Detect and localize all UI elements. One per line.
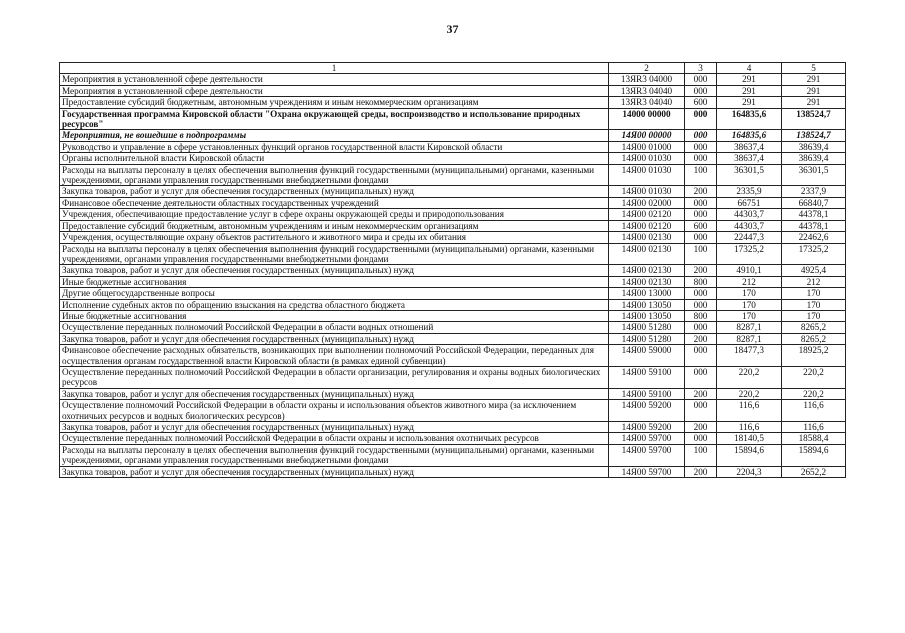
row-value-col4-cell: 38637,4 <box>717 141 782 152</box>
table-row <box>60 388 846 399</box>
row-type-cell: 800 <box>685 276 717 287</box>
table-row <box>60 74 846 85</box>
row-code-cell: 14Я00 59000 <box>609 345 685 367</box>
header-col-5: 5 <box>782 63 846 74</box>
row-code-cell: 14Я00 02130 <box>609 265 685 276</box>
row-name-cell: Осуществление переданных полномочий Российской Федерации в области организации, регулирования и охраны водных биологических ресурсов <box>60 366 609 388</box>
row-value-col5-cell: 170 <box>782 310 846 321</box>
row-name-cell: Другие общегосударственные вопросы <box>60 288 609 299</box>
row-type-cell: 000 <box>685 232 717 243</box>
table-row <box>60 288 846 299</box>
row-value-col5-cell: 38639,4 <box>782 153 846 164</box>
row-name-cell: Закупка товаров, работ и услуг для обеспечения государственных (муниципальных) нужд <box>60 265 609 276</box>
row-name-cell: Государственная программа Кировской области "Охрана окружающей среды, воспроизводство и использование природных ресурсов" <box>60 108 609 130</box>
row-code-cell: 14Я00 02130 <box>609 232 685 243</box>
row-value-col5-cell: 220,2 <box>782 388 846 399</box>
row-name-cell: Расходы на выплаты персоналу в целях обеспечения выполнения функций государственными (муниципальными) органами, казенными учреждениями, органами управления государственными внебюджетными фондами <box>60 243 609 265</box>
row-value-col4-cell: 164835,6 <box>717 108 782 130</box>
row-value-col5-cell: 220,2 <box>782 366 846 388</box>
table-row <box>60 310 846 321</box>
row-value-col4-cell: 170 <box>717 310 782 321</box>
row-value-col4-cell: 22447,3 <box>717 232 782 243</box>
table-row <box>60 186 846 197</box>
row-value-col5-cell: 116,6 <box>782 400 846 422</box>
row-code-cell: 14Я00 02000 <box>609 197 685 208</box>
row-value-col5-cell: 17325,2 <box>782 243 846 265</box>
row-value-col4-cell: 291 <box>717 85 782 96</box>
row-type-cell: 000 <box>685 433 717 444</box>
row-type-cell: 200 <box>685 186 717 197</box>
row-code-cell: 14Я00 01030 <box>609 164 685 186</box>
row-type-cell: 000 <box>685 345 717 367</box>
budget-table <box>59 62 846 478</box>
row-value-col5-cell: 170 <box>782 299 846 310</box>
row-value-col5-cell: 170 <box>782 288 846 299</box>
row-code-cell: 14Я00 59200 <box>609 422 685 433</box>
row-type-cell: 000 <box>685 130 717 141</box>
row-code-cell: 14Я00 59700 <box>609 433 685 444</box>
row-code-cell: 14Я00 02130 <box>609 276 685 287</box>
row-type-cell: 000 <box>685 108 717 130</box>
row-code-cell: 14Я00 02130 <box>609 243 685 265</box>
row-value-col5-cell: 2652,2 <box>782 466 846 477</box>
row-name-cell: Исполнение судебных актов по обращению взыскания на средства областного бюджета <box>60 299 609 310</box>
row-value-col5-cell: 138524,7 <box>782 130 846 141</box>
table-row <box>60 366 846 388</box>
row-type-cell: 000 <box>685 322 717 333</box>
row-value-col5-cell: 44378,1 <box>782 209 846 220</box>
row-value-col4-cell: 8287,1 <box>717 333 782 344</box>
table-row <box>60 164 846 186</box>
table-row <box>60 209 846 220</box>
table-body <box>60 74 846 478</box>
table-row <box>60 276 846 287</box>
row-value-col4-cell: 220,2 <box>717 366 782 388</box>
table-row <box>60 130 846 141</box>
row-value-col4-cell: 44303,7 <box>717 220 782 231</box>
row-name-cell: Предоставление субсидий бюджетным, автономным учреждениям и иным некоммерческим организациям <box>60 220 609 231</box>
row-name-cell: Расходы на выплаты персоналу в целях обеспечения выполнения функций государственными (муниципальными) органами, казенными учреждениями, органами управления государственными внебюджетными фондами <box>60 164 609 186</box>
table-row <box>60 322 846 333</box>
row-name-cell: Расходы на выплаты персоналу в целях обеспечения выполнения функций государственными (муниципальными) органами, казенными учреждениями, органами управления государственными внебюджетными фондами <box>60 444 609 466</box>
row-type-cell: 000 <box>685 400 717 422</box>
row-code-cell: 14Я00 51280 <box>609 333 685 344</box>
row-code-cell: 14Я00 51280 <box>609 322 685 333</box>
row-type-cell: 200 <box>685 466 717 477</box>
row-value-col4-cell: 17325,2 <box>717 243 782 265</box>
row-value-col5-cell: 8265,2 <box>782 322 846 333</box>
row-code-cell: 14Я00 02120 <box>609 209 685 220</box>
row-value-col5-cell: 212 <box>782 276 846 287</box>
row-value-col4-cell: 36301,5 <box>717 164 782 186</box>
row-value-col5-cell: 4925,4 <box>782 265 846 276</box>
row-code-cell: 14Я00 02120 <box>609 220 685 231</box>
row-code-cell: 14Я00 01030 <box>609 186 685 197</box>
table-row <box>60 345 846 367</box>
table-row <box>60 197 846 208</box>
row-value-col5-cell: 8265,2 <box>782 333 846 344</box>
table-row <box>60 108 846 130</box>
row-type-cell: 800 <box>685 310 717 321</box>
header-col-2: 2 <box>609 63 685 74</box>
row-type-cell: 600 <box>685 97 717 108</box>
table-row <box>60 299 846 310</box>
row-value-col4-cell: 170 <box>717 288 782 299</box>
table-row <box>60 265 846 276</box>
row-value-col4-cell: 44303,7 <box>717 209 782 220</box>
row-name-cell: Осуществление переданных полномочий Российской Федерации в области водных отношений <box>60 322 609 333</box>
row-value-col5-cell: 291 <box>782 85 846 96</box>
row-name-cell: Закупка товаров, работ и услуг для обеспечения государственных (муниципальных) нужд <box>60 186 609 197</box>
row-code-cell: 14Я00 59100 <box>609 388 685 399</box>
table-row <box>60 444 846 466</box>
row-value-col4-cell: 170 <box>717 299 782 310</box>
row-code-cell: 14Я00 13000 <box>609 288 685 299</box>
row-name-cell: Предоставление субсидий бюджетным, автономным учреждениям и иным некоммерческим организациям <box>60 97 609 108</box>
row-value-col5-cell: 36301,5 <box>782 164 846 186</box>
row-name-cell: Закупка товаров, работ и услуг для обеспечения государственных (муниципальных) нужд <box>60 422 609 433</box>
row-value-col5-cell: 2337,9 <box>782 186 846 197</box>
row-type-cell: 200 <box>685 333 717 344</box>
row-value-col4-cell: 116,6 <box>717 422 782 433</box>
row-type-cell: 000 <box>685 153 717 164</box>
row-value-col4-cell: 8287,1 <box>717 322 782 333</box>
row-name-cell: Мероприятия в установленной сфере деятельности <box>60 85 609 96</box>
row-type-cell: 000 <box>685 299 717 310</box>
table-row <box>60 422 846 433</box>
row-value-col5-cell: 116,6 <box>782 422 846 433</box>
row-code-cell: 13ЯR3 04000 <box>609 74 685 85</box>
table-row <box>60 466 846 477</box>
row-code-cell: 14Я00 59700 <box>609 466 685 477</box>
table-row <box>60 141 846 152</box>
row-value-col4-cell: 15894,6 <box>717 444 782 466</box>
row-name-cell: Осуществление полномочий Российской Федерации в области охраны и использования объектов животного мира (за исключением охотничьих ресурсов и водных биологических ресурсов) <box>60 400 609 422</box>
row-value-col4-cell: 164835,6 <box>717 130 782 141</box>
row-type-cell: 600 <box>685 220 717 231</box>
row-value-col5-cell: 291 <box>782 97 846 108</box>
row-name-cell: Закупка товаров, работ и услуг для обеспечения государственных (муниципальных) нужд <box>60 333 609 344</box>
row-value-col4-cell: 18140,5 <box>717 433 782 444</box>
table-row <box>60 400 846 422</box>
row-type-cell: 200 <box>685 422 717 433</box>
row-value-col4-cell: 220,2 <box>717 388 782 399</box>
row-type-cell: 100 <box>685 444 717 466</box>
row-name-cell: Органы исполнительной власти Кировской области <box>60 153 609 164</box>
row-type-cell: 100 <box>685 164 717 186</box>
row-value-col5-cell: 138524,7 <box>782 108 846 130</box>
row-value-col4-cell: 116,6 <box>717 400 782 422</box>
row-name-cell: Закупка товаров, работ и услуг для обеспечения государственных (муниципальных) нужд <box>60 466 609 477</box>
table-row <box>60 85 846 96</box>
row-value-col4-cell: 38637,4 <box>717 153 782 164</box>
row-name-cell: Мероприятия в установленной сфере деятельности <box>60 74 609 85</box>
row-type-cell: 000 <box>685 209 717 220</box>
table-row <box>60 232 846 243</box>
row-code-cell: 14Я00 01030 <box>609 153 685 164</box>
row-name-cell: Финансовое обеспечение расходных обязательств, возникающих при выполнении полномочий Российской Федерации, переданных для осуществления органам государственной власти Кировской области (в рамках единой субвенции) <box>60 345 609 367</box>
table-header <box>60 63 846 74</box>
table-row <box>60 153 846 164</box>
header-col-1: 1 <box>60 63 609 74</box>
row-type-cell: 200 <box>685 265 717 276</box>
row-code-cell: 13ЯR3 04040 <box>609 97 685 108</box>
table-row <box>60 220 846 231</box>
row-value-col5-cell: 18925,2 <box>782 345 846 367</box>
row-code-cell: 14Я00 13050 <box>609 310 685 321</box>
page-number: 37 <box>446 22 459 36</box>
row-type-cell: 000 <box>685 74 717 85</box>
row-name-cell: Учреждения, осуществляющие охрану объектов растительного и животного мира и среды их обитания <box>60 232 609 243</box>
row-value-col4-cell: 2335,9 <box>717 186 782 197</box>
row-name-cell: Учреждения, обеспечивающие предоставление услуг в сфере охраны окружающей среды и природопользования <box>60 209 609 220</box>
table-row <box>60 433 846 444</box>
table-row <box>60 333 846 344</box>
row-value-col5-cell: 38639,4 <box>782 141 846 152</box>
row-type-cell: 000 <box>685 366 717 388</box>
row-code-cell: 14Я00 00000 <box>609 130 685 141</box>
row-value-col4-cell: 2204,3 <box>717 466 782 477</box>
row-code-cell: 14Я00 01000 <box>609 141 685 152</box>
row-value-col4-cell: 291 <box>717 74 782 85</box>
row-value-col5-cell: 22462,6 <box>782 232 846 243</box>
header-row <box>60 63 846 74</box>
table-row <box>60 97 846 108</box>
row-value-col4-cell: 4910,1 <box>717 265 782 276</box>
row-name-cell: Руководство и управление в сфере установленных функций органов государственной власти Кировской области <box>60 141 609 152</box>
row-type-cell: 000 <box>685 85 717 96</box>
row-value-col4-cell: 291 <box>717 97 782 108</box>
row-value-col5-cell: 291 <box>782 74 846 85</box>
row-type-cell: 000 <box>685 197 717 208</box>
row-name-cell: Закупка товаров, работ и услуг для обеспечения государственных (муниципальных) нужд <box>60 388 609 399</box>
row-code-cell: 14Я00 59100 <box>609 366 685 388</box>
row-code-cell: 14Я00 59700 <box>609 444 685 466</box>
row-value-col4-cell: 212 <box>717 276 782 287</box>
row-type-cell: 100 <box>685 243 717 265</box>
row-name-cell: Мероприятия, не вошедшие в подпрограммы <box>60 130 609 141</box>
row-value-col5-cell: 44378,1 <box>782 220 846 231</box>
row-code-cell: 14Я00 59200 <box>609 400 685 422</box>
header-col-4: 4 <box>717 63 782 74</box>
row-type-cell: 200 <box>685 388 717 399</box>
row-type-cell: 000 <box>685 141 717 152</box>
table-row <box>60 243 846 265</box>
row-code-cell: 14000 00000 <box>609 108 685 130</box>
row-value-col4-cell: 66751 <box>717 197 782 208</box>
row-name-cell: Иные бюджетные ассигнования <box>60 276 609 287</box>
row-code-cell: 14Я00 13050 <box>609 299 685 310</box>
row-name-cell: Иные бюджетные ассигнования <box>60 310 609 321</box>
row-value-col5-cell: 15894,6 <box>782 444 846 466</box>
row-value-col4-cell: 18477,3 <box>717 345 782 367</box>
header-col-3: 3 <box>685 63 717 74</box>
row-type-cell: 000 <box>685 288 717 299</box>
row-name-cell: Финансовое обеспечение деятельности областных государственных учреждений <box>60 197 609 208</box>
row-code-cell: 13ЯR3 04040 <box>609 85 685 96</box>
row-value-col5-cell: 18588,4 <box>782 433 846 444</box>
row-name-cell: Осуществление переданных полномочий Российской Федерации в области охраны и использования охотничьих ресурсов <box>60 433 609 444</box>
row-value-col5-cell: 66840,7 <box>782 197 846 208</box>
